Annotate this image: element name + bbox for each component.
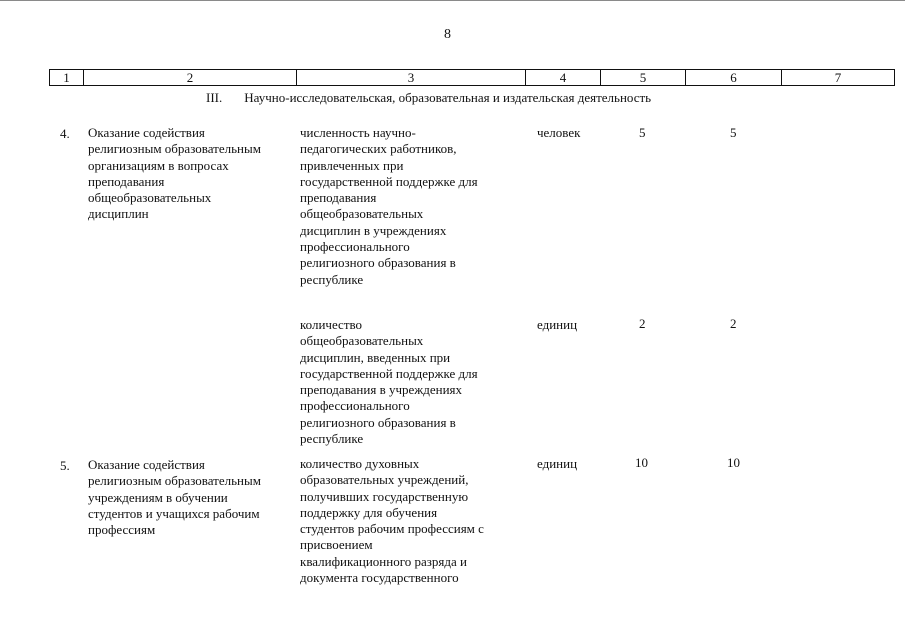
row-4-indicator-2-text: количество общеобразовательных дисциплин, введенных при государственной поддержке для преподавания в учреждениях профессионального религиозного образования в республике (300, 317, 478, 447)
row-5-indicator-1-unit: единиц (537, 456, 578, 471)
row-5-indicator-1-col6: 10 (727, 455, 740, 470)
section-title: Научно-исследовательская, образовательная и издательская деятельность (244, 90, 652, 105)
row-5-number: 5. (60, 458, 70, 473)
section-roman-numeral: III. (206, 90, 223, 105)
column-header-7: 7 (781, 70, 894, 85)
column-header-6: 6 (685, 70, 781, 85)
row-4-indicator-2-unit: единиц (537, 317, 578, 332)
row-4-description: Оказание содействия религиозным образовательным организациям в вопросах преподавания общеобразовательных дисциплин (88, 125, 261, 222)
column-header-4: 4 (525, 70, 600, 85)
row-4-indicator-1-unit: человек (537, 125, 581, 140)
row-4-indicator-1-col6: 5 (730, 125, 737, 140)
column-header-1: 1 (63, 70, 70, 85)
row-5-description: Оказание содействия религиозным образовательным учреждениям в обучении студентов и учащихся рабочим профессиям (88, 457, 261, 538)
page-number: 8 (444, 27, 451, 42)
column-header-row (49, 69, 895, 86)
column-header-2: 2 (83, 70, 296, 85)
row-5-indicator-1-col5: 10 (635, 455, 648, 470)
row-4-indicator-1-col5: 5 (639, 125, 646, 140)
row-5-indicator-1-text: количество духовных образовательных учреждений, получивших государственную поддержку для обучения студентов рабочим профессиям с присвоением квалификационного разряда и документа государственного (300, 456, 484, 586)
row-4-indicator-2-col5: 2 (639, 316, 646, 331)
column-header-3: 3 (296, 70, 525, 85)
row-4-indicator-1-text: численность научно- педагогических работников, привлеченных при государственной поддержке для преподавания общеобразовательных дисциплин в учреждениях профессионального религиозного образования в республике (300, 125, 478, 287)
page-top-rule (0, 0, 905, 1)
column-header-5: 5 (600, 70, 685, 85)
row-4-indicator-2-col6: 2 (730, 316, 737, 331)
section-heading (206, 90, 651, 106)
row-4-number: 4. (60, 126, 70, 141)
